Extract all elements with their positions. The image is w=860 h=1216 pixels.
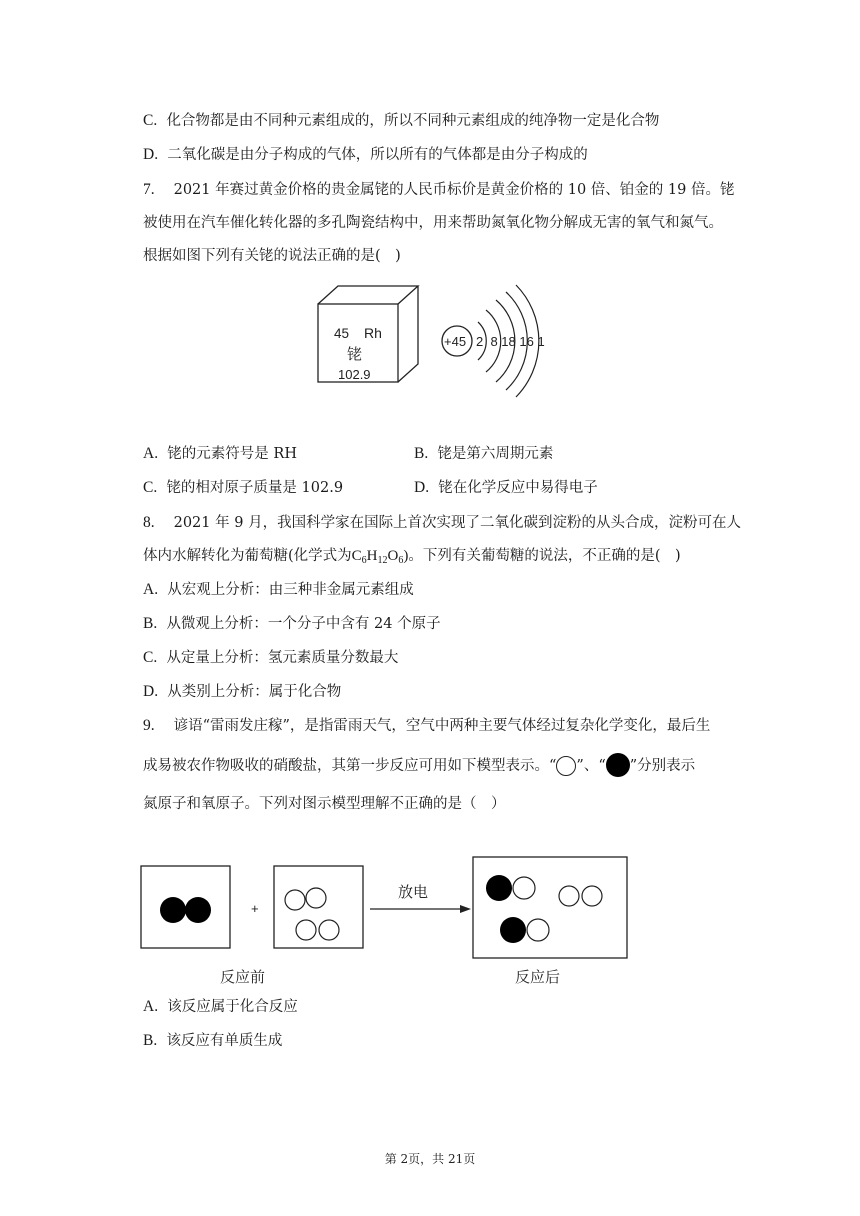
- q9-stem-line3: 氮原子和氧原子。下列对图示模型理解不正确的是（ ）: [143, 796, 506, 812]
- oxygen-atom-icon: [606, 753, 630, 777]
- q8-option-a: A. 从宏观上分析：由三种非金属元素组成: [143, 581, 414, 598]
- element-mass: 102.9: [338, 367, 371, 382]
- q7-option-d: D. 铑在化学反应中易得电子: [414, 479, 598, 496]
- product-box: [473, 857, 627, 958]
- rhodium-figure: [300, 282, 560, 411]
- q9-option-a: A. 该反应属于化合反应: [143, 998, 298, 1015]
- electron-counts: 2 8 18 16 1: [476, 334, 545, 349]
- nitrogen-atom: [527, 919, 549, 941]
- q9-option-b: B. 该反应有单质生成: [143, 1032, 283, 1049]
- after-label: 反应后: [515, 969, 561, 986]
- q9-stem-line1: 9. 谚语“雷雨发庄稼”，是指雷雨天气，空气中两种主要气体经过复杂化学变化，最后生: [143, 717, 711, 734]
- q8-stem-line2: 体内水解转化为葡萄糖(化学式为$C_6H_{12}O_6$)。下列有关葡萄糖的说法，不正确的是( ): [143, 548, 681, 566]
- plus-sign: +: [251, 901, 259, 916]
- element-card-top: [318, 286, 418, 304]
- oxygen-atom: [160, 897, 186, 923]
- q7-option-a: A. 铑的元素符号是 RH: [143, 445, 297, 462]
- element-name: 铑: [347, 346, 363, 363]
- arrow-label: 放电: [398, 884, 429, 901]
- nitrogen-atom: [306, 888, 326, 908]
- nitrogen-atom: [559, 886, 579, 906]
- reaction-model-svg: [138, 852, 633, 992]
- nitrogen-atom: [582, 886, 602, 906]
- oxygen-atom: [500, 917, 526, 943]
- q8-option-b: B. 从微观上分析：一个分子中含有 24 个原子: [143, 615, 441, 632]
- nitrogen-atom-icon: [556, 756, 576, 776]
- q8-option-c: C. 从定量上分析：氢元素质量分数最大: [143, 649, 399, 666]
- oxygen-atom: [486, 875, 512, 901]
- glucose-formula: $C_6H_{12}O_6$): [351, 548, 409, 566]
- nitrogen-atom: [319, 920, 339, 940]
- reaction-model-figure: [138, 852, 633, 996]
- q7-stem-line1: 7. 2021 年赛过黄金价格的贵金属铑的人民币标价是黄金价格的 10 倍、铂金的 19 倍。铑: [143, 181, 735, 198]
- arrow-head-icon: [460, 905, 471, 913]
- nucleus-charge: +45: [444, 334, 467, 349]
- page-footer: 第 2页，共 21页: [384, 1152, 476, 1166]
- q7-option-b: B. 铑是第六周期元素: [414, 445, 554, 462]
- nitrogen-atom: [513, 877, 535, 899]
- q7-stem-line2: 被使用在汽车催化转化器的多孔陶瓷结构中，用来帮助氮氧化物分解成无害的氧气和氮气。: [143, 215, 723, 231]
- q9-stem-line2: 成易被农作物吸收的硝酸盐，其第一步反应可用如下模型表示。“ ”、“ ”分别表示: [143, 753, 695, 777]
- rhodium-figure-svg: [300, 282, 560, 407]
- element-card-side: [398, 286, 418, 382]
- q6-option-c: C. 化合物都是由不同种元素组成的，所以不同种元素组成的纯净物一定是化合物: [143, 112, 660, 129]
- element-symbol: Rh: [364, 325, 382, 341]
- nitrogen-atom: [296, 920, 316, 940]
- q8-stem-line1: 8. 2021 年 9 月，我国科学家在国际上首次实现了二氧化碳到淀粉的从头合成，淀粉可在人: [143, 514, 742, 531]
- nitrogen-atom: [285, 890, 305, 910]
- q7-option-c: C. 铑的相对原子质量是 102.9: [143, 479, 344, 496]
- element-atomic-number: 45: [334, 326, 350, 341]
- q7-stem-line3: 根据如图下列有关铑的说法正确的是( ): [143, 248, 401, 264]
- oxygen-atom: [185, 897, 211, 923]
- q6-option-d: D. 二氧化碳是由分子构成的气体，所以所有的气体都是由分子构成的: [143, 146, 588, 163]
- q8-option-d: D. 从类别上分析：属于化合物: [143, 683, 342, 700]
- before-label: 反应前: [220, 969, 266, 986]
